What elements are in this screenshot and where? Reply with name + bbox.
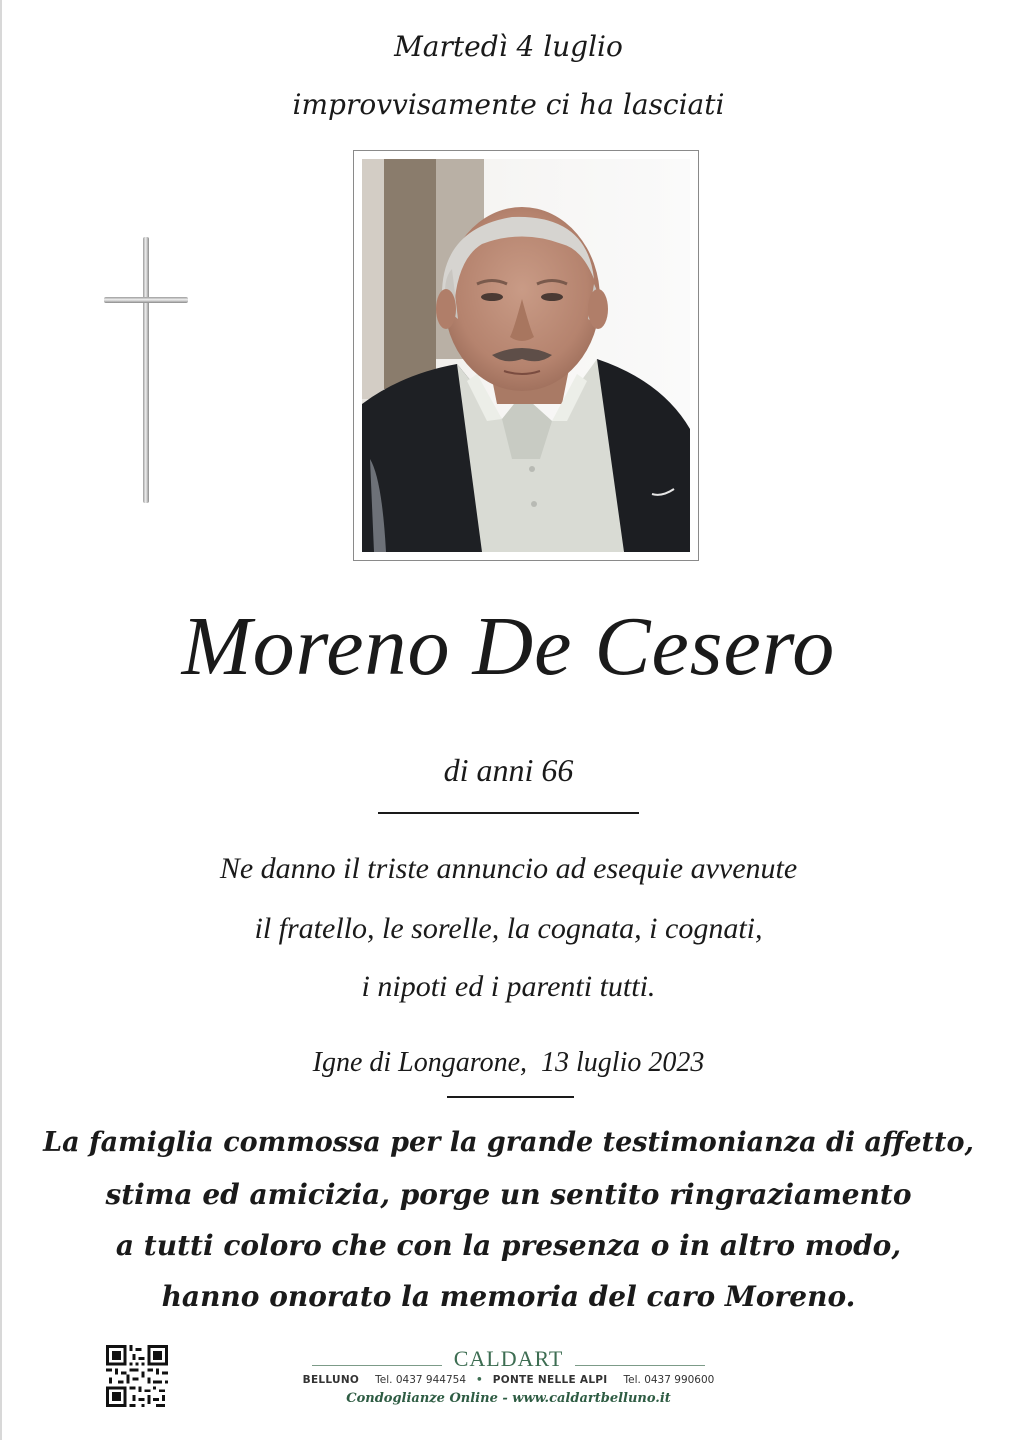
portrait-frame — [353, 150, 699, 561]
thanks-line: La famiglia commossa per la grande testimonianza di affetto, — [43, 1127, 974, 1158]
thanks-line: stima ed amicizia, porge un sentito ringraziamento — [105, 1178, 912, 1211]
deceased-name: Moreno De Cesero — [181, 600, 836, 693]
brand-logo: CALDART — [453, 1346, 564, 1371]
announcement-date: 13 luglio 2023 — [541, 1047, 705, 1078]
online-condolences-link[interactable]: Condoglianze Online - www.caldartbelluno.it — [346, 1391, 671, 1406]
thanks-line: a tutti coloro che con la presenza o in altro modo, — [115, 1229, 902, 1262]
cross-icon — [104, 237, 190, 505]
page-edge — [0, 0, 2, 1440]
place-date-line — [0, 1047, 1017, 1079]
city-belluno: BELLUNO — [302, 1374, 360, 1386]
phone-ponte-nelle-alpi[interactable]: Tel. 0437 990600 — [623, 1374, 715, 1386]
separator-dot: • — [476, 1374, 483, 1386]
death-date: Martedì 4 luglio — [394, 30, 623, 63]
notice-line: Ne danno il triste annuncio ad esequie avvenute — [219, 852, 798, 885]
thanks-line: hanno onorato la memoria del caro Moreno. — [161, 1280, 856, 1313]
city-ponte-nelle-alpi: PONTE NELLE ALPI — [492, 1374, 608, 1386]
deceased-age: di anni 66 — [443, 752, 574, 788]
intro-text: improvvisamente ci ha lasciati — [292, 88, 725, 121]
phone-belluno[interactable]: Tel. 0437 944754 — [375, 1374, 466, 1386]
cross-horizontal-bar — [104, 297, 188, 303]
divider-line — [447, 1096, 574, 1098]
portrait-illustration — [362, 159, 690, 552]
place: Igne di Longarone, — [312, 1047, 528, 1078]
portrait-photo — [362, 159, 690, 552]
divider-line — [378, 812, 639, 814]
notice-line: i nipoti ed i parenti tutti. — [361, 970, 656, 1003]
cross-vertical-bar — [143, 237, 149, 503]
notice-line: il fratello, le sorelle, la cognata, i cognati, — [254, 912, 763, 945]
footer-contacts — [0, 1374, 1017, 1386]
logo-rule — [575, 1365, 705, 1366]
